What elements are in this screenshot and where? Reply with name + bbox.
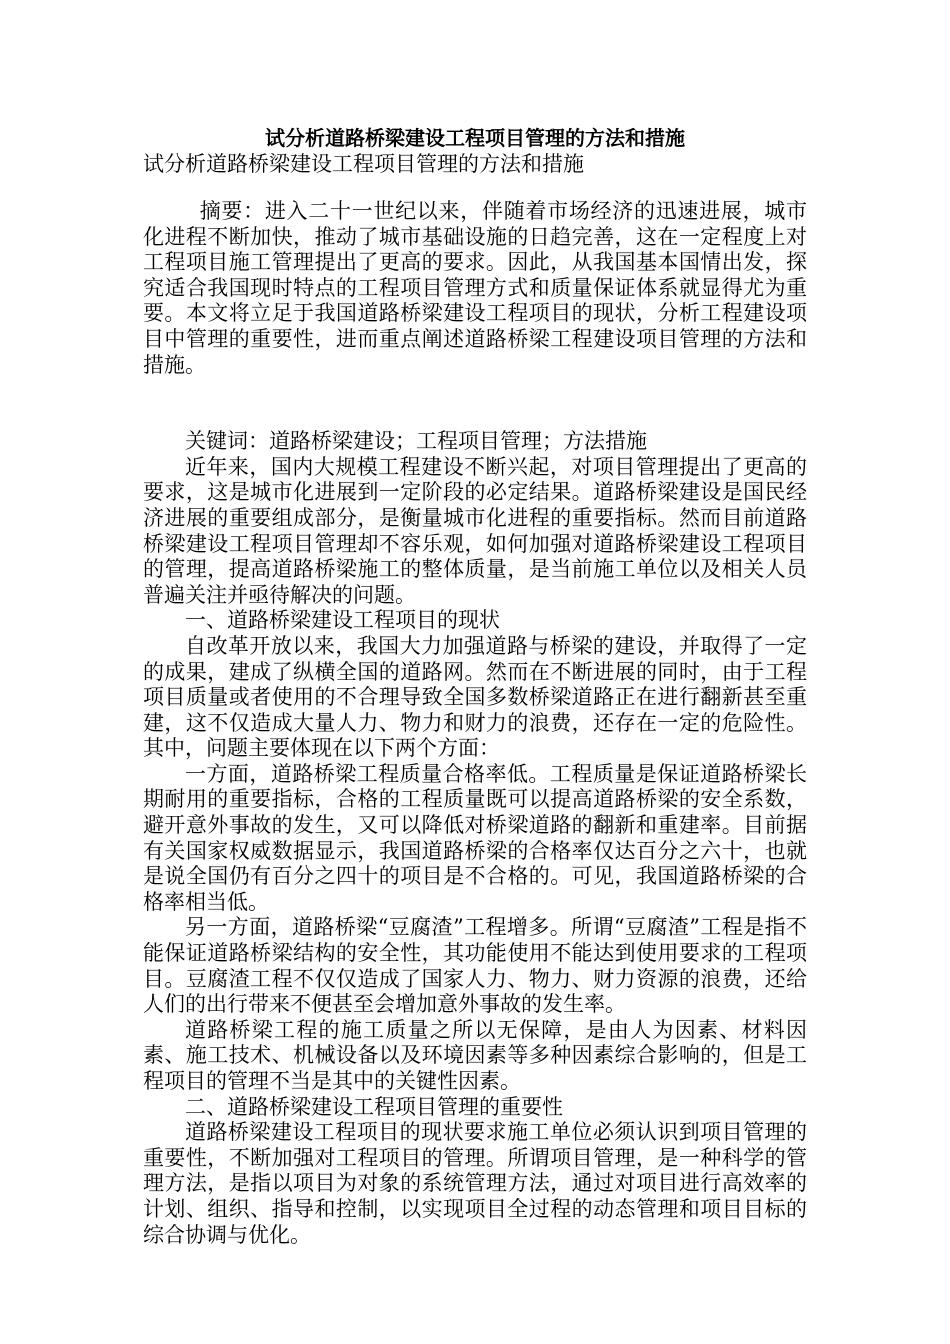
body-paragraph: 自改革开放以来，我国大力加强道路与桥梁的建设，并取得了一定的成果，建成了纵横全国的道路网。然而在不断进展的同时，由于工程项目质量或者使用的不合理导致全国多数桥梁道路正在进行翻新甚至重建，这不仅造成大量人力、物力和财力的浪费，还存在一定的危险性。其中，问题主要体现在以下两个方面： (143, 633, 807, 761)
body-paragraph: 一方面，道路桥梁工程质量合格率低。工程质量是保证道路桥梁长期耐用的重要指标，合格的工程质量既可以提高道路桥梁的安全系数，避开意外事故的发生，又可以降低对桥梁道路的翻新和重建率。目前据有关国家权威数据显示，我国道路桥梁的合格率仅达百分之六十，也就是说全国仍有百分之四十的项目是不合格的。可见，我国道路桥梁的合格率相当低。 (143, 761, 807, 914)
paragraph-spacer (143, 378, 807, 429)
document-body (143, 199, 807, 1248)
body-paragraph: 另一方面，道路桥梁“豆腐渣”工程增多。所谓“豆腐渣”工程是指不能保证道路桥梁结构的安全性，其功能使用不能达到使用要求的工程项目。豆腐渣工程不仅仅造成了国家人力、物力、财力资源的浪费，还给人们的出行带来不便甚至会增加意外事故的发生率。 (143, 915, 807, 1017)
section-heading: 二、道路桥梁建设工程项目管理的重要性 (185, 1094, 563, 1119)
section-heading: 一、道路桥梁建设工程项目的现状 (185, 608, 500, 633)
body-paragraph: 道路桥梁建设工程项目的现状要求施工单位必须认识到项目管理的重要性，不断加强对工程项目的管理。所谓项目管理，是一种科学的管理方法，是指以项目为对象的系统管理方法，通过对项目进行高效率的计划、组织、指导和控制，以实现项目全过程的动态管理和项目目标的综合协调与优化。 (143, 1120, 807, 1247)
keywords-line: 关键词：道路桥梁建设；工程项目管理；方法措施 (185, 429, 647, 454)
abstract-paragraph: 摘要：进入二十一世纪以来，伴随着市场经济的迅速进展，城市化进程不断加快，推动了城市基础设施的日趋完善，这在一定程度上对工程项目施工管理提出了更高的要求。因此，从我国基本国情出发，探究适合我国现时特点的工程项目管理方式和质量保证体系就显得尤为重要。本文将立足于我国道路桥梁建设工程项目的现状，分析工程建设项目中管理的重要性，进而重点阐述道路桥梁工程建设项目管理的方法和措施。 (143, 199, 807, 377)
document-title: 试分析道路桥梁建设工程项目管理的方法和措施 (265, 126, 685, 150)
body-paragraph: 道路桥梁工程的施工质量之所以无保障，是由人为因素、材料因素、施工技术、机械设备以及环境因素等多种因素综合影响的，但是工程项目的管理不当是其中的关键性因素。 (143, 1017, 807, 1093)
body-paragraph: 近年来，国内大规模工程建设不断兴起，对项目管理提出了更高的要求，这是城市化进展到一定阶段的必定结果。道路桥梁建设是国民经济进展的重要组成部分，是衡量城市化进程的重要指标。然而目前道路桥梁建设工程项目管理却不容乐观，如何加强对道路桥梁建设工程项目的管理，提高道路桥梁施工的整体质量，是当前施工单位以及相关人员普遍关注并亟待解决的问题。 (143, 454, 807, 607)
document-subtitle: 试分析道路桥梁建设工程项目管理的方法和措施 (143, 152, 584, 176)
